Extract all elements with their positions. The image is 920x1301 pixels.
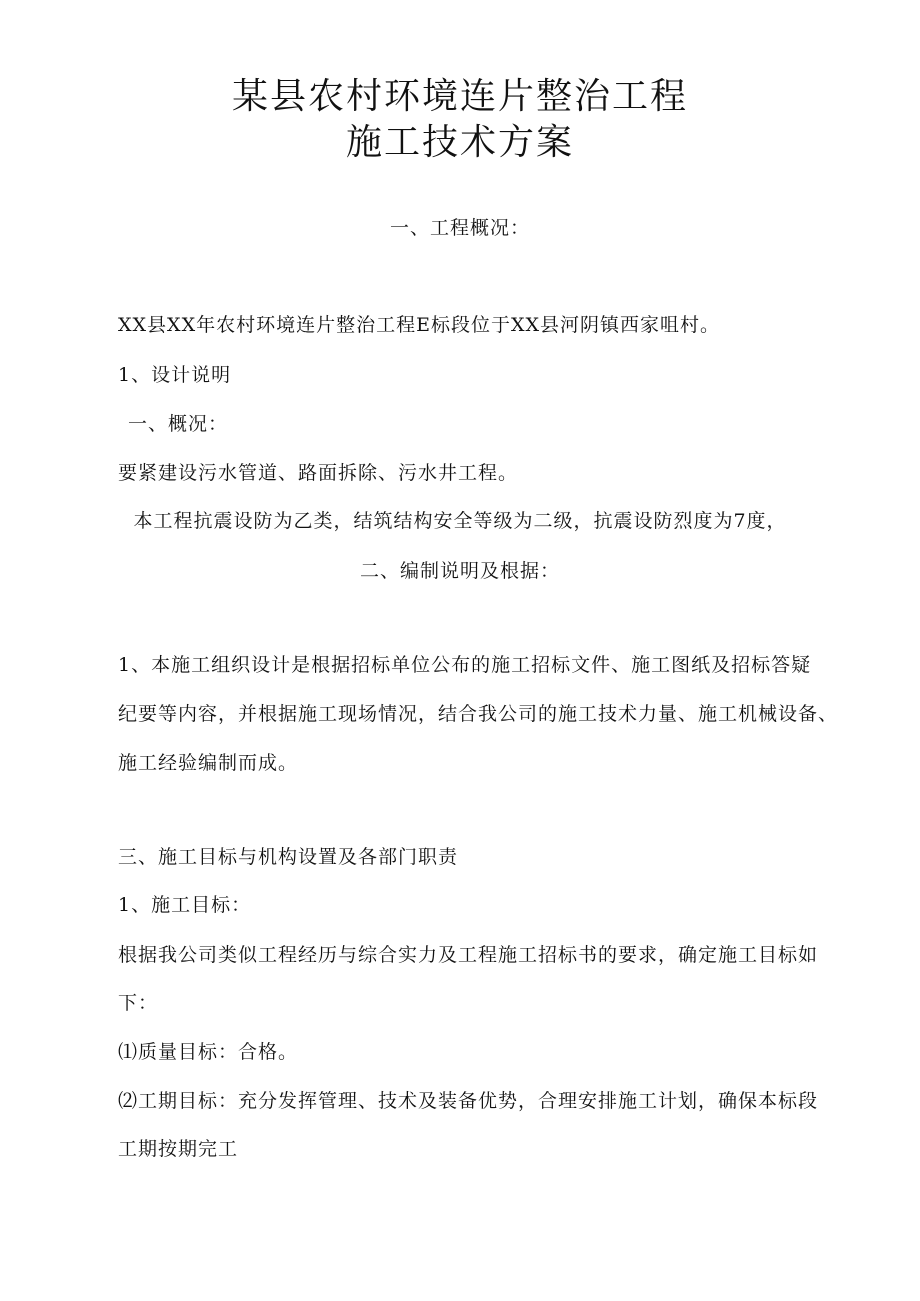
schedule-goal-line-1: ⑵工期目标：充分发挥管理、技术及装备优势，合理安排施工计划，确保本标段 [118, 1090, 819, 1112]
section-3-heading: 三、施工目标与机构设置及各部门职责 [118, 846, 459, 868]
seismic-text: 本工程抗震设防为乙类，结筑结构安全等级为二级，抗震设防烈度为7度， [133, 510, 787, 532]
section-1-heading: 一、工程概况： [389, 217, 530, 239]
construction-goals-heading: 1、施工目标： [118, 894, 252, 916]
section-2-heading: 二、编制说明及根据： [359, 560, 560, 582]
design-notes-heading: 1、设计说明 [118, 364, 232, 386]
main-works-text: 要紧建设污水管道、路面拆除、污水井工程。 [118, 462, 519, 484]
section-1-intro: XX县XX年农村环境连片整治工程E标段位于XX县河阴镇西家咀村。 [118, 314, 721, 336]
section-2-para-line-1: 1、本施工组织设计是根据招标单位公布的施工招标文件、施工图纸及招标答疑 [118, 654, 812, 676]
goals-para-line-1: 根据我公司类似工程经历与综合实力及工程施工招标书的要求，确定施工目标如 [118, 944, 819, 966]
document-title [0, 74, 920, 166]
quality-goal: ⑴质量目标：合格。 [118, 1041, 299, 1063]
goals-para-line-2: 下： [118, 992, 159, 1014]
section-2-para-line-2: 纪要等内容，并根据施工现场情况，结合我公司的施工技术力量、施工机械设备、 [118, 703, 839, 725]
title-line-1: 某县农村环境连片整治工程 [231, 76, 688, 117]
overview-heading: 一、概况： [128, 413, 229, 435]
schedule-goal-line-2: 工期按期完工 [118, 1138, 239, 1160]
section-2-para-line-3: 施工经验编制而成。 [118, 752, 299, 774]
title-line-2: 施工技术方案 [345, 122, 574, 163]
